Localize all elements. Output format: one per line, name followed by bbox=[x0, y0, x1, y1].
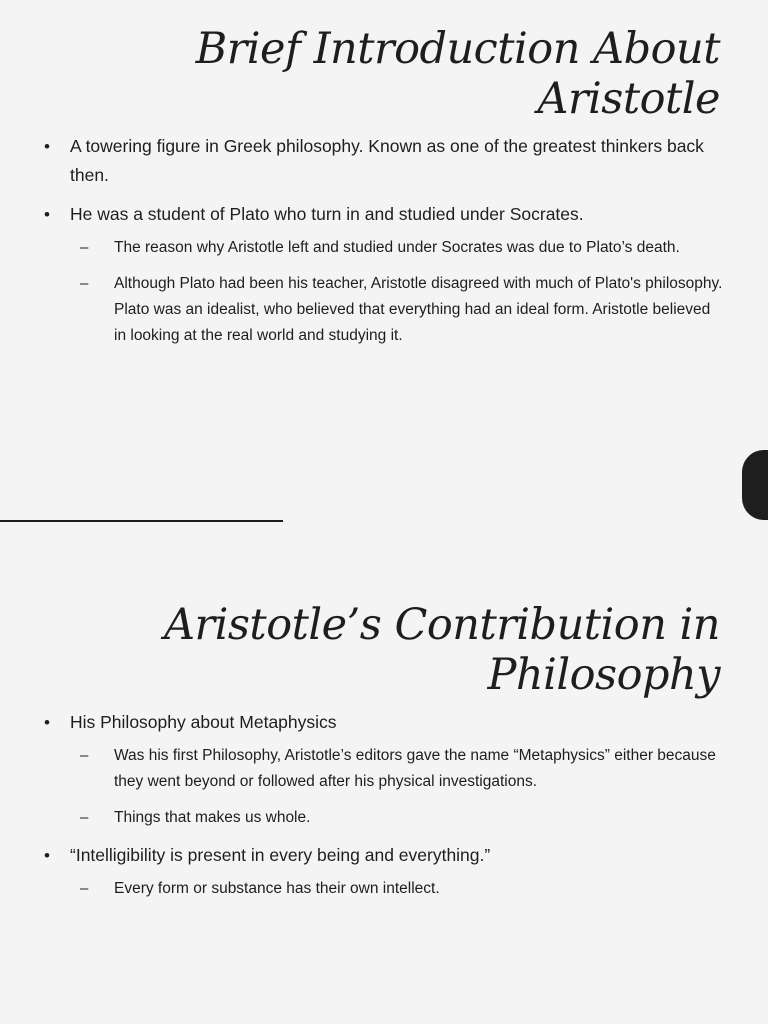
sub-bullet-text: Although Plato had been his teacher, Aristotle disagreed with much of Plato's philosophy. Plato was an idealist, who believed that everything had an ideal form. Aristotle believed in looking at the real world and studying it. bbox=[114, 275, 723, 344]
bullet-glyph: • bbox=[44, 137, 50, 156]
dash-glyph: – bbox=[80, 747, 89, 764]
bullet-glyph: • bbox=[44, 713, 50, 732]
slide-2-bullet-2 bbox=[44, 841, 724, 902]
scroll-tab-handle[interactable] bbox=[742, 450, 768, 520]
slide-2-bullet-1 bbox=[44, 708, 724, 831]
sub-bullet-text: Was his first Philosophy, Aristotle’s editors gave the name “Metaphysics” either because they went beyond or followed after his physical investigations. bbox=[114, 747, 716, 790]
slide-1-bullet-list bbox=[44, 132, 724, 359]
bullet-text: “Intelligibility is present in every being and everything.” bbox=[70, 845, 491, 865]
bullet-glyph: • bbox=[44, 205, 50, 224]
bullet-text: A towering figure in Greek philosophy. Known as one of the greatest thinkers back then. bbox=[70, 136, 704, 185]
sub-bullet-text: Things that makes us whole. bbox=[114, 809, 311, 826]
bullet-text: He was a student of Plato who turn in and studied under Socrates. bbox=[70, 204, 584, 224]
slide-1-title bbox=[196, 24, 720, 124]
sub-bullet-item bbox=[80, 876, 724, 902]
sub-bullet-text: Every form or substance has their own intellect. bbox=[114, 880, 440, 897]
slide-2-bullet-list bbox=[44, 708, 724, 912]
bullet-glyph: • bbox=[44, 846, 50, 865]
slide-1-bullet-1 bbox=[44, 132, 724, 190]
dash-glyph: – bbox=[80, 809, 89, 826]
sub-bullet-text: The reason why Aristotle left and studied under Socrates was due to Plato’s death. bbox=[114, 239, 680, 256]
slide-2 bbox=[0, 522, 768, 1024]
dash-glyph: – bbox=[80, 880, 89, 897]
slide-1-bullet-2 bbox=[44, 200, 724, 349]
dash-glyph: – bbox=[80, 239, 89, 256]
slide-1-title-line-2: Aristotle bbox=[537, 74, 720, 124]
slide-2-title-line-1: Aristotle’s Contribution in bbox=[164, 600, 720, 650]
sub-bullet-list bbox=[70, 876, 724, 902]
sub-bullet-list bbox=[70, 743, 724, 831]
slide-1-title-line-1: Brief Introduction About bbox=[195, 24, 720, 74]
sub-bullet-item bbox=[80, 743, 724, 795]
sub-bullet-item bbox=[80, 271, 724, 349]
dash-glyph: – bbox=[80, 275, 89, 292]
sub-bullet-item bbox=[80, 235, 724, 261]
sub-bullet-item bbox=[80, 805, 724, 831]
sub-bullet-list bbox=[70, 235, 724, 349]
slide-2-title bbox=[164, 600, 720, 700]
bullet-text: His Philosophy about Metaphysics bbox=[70, 712, 337, 732]
slide-2-title-line-2: Philosophy bbox=[487, 650, 720, 700]
